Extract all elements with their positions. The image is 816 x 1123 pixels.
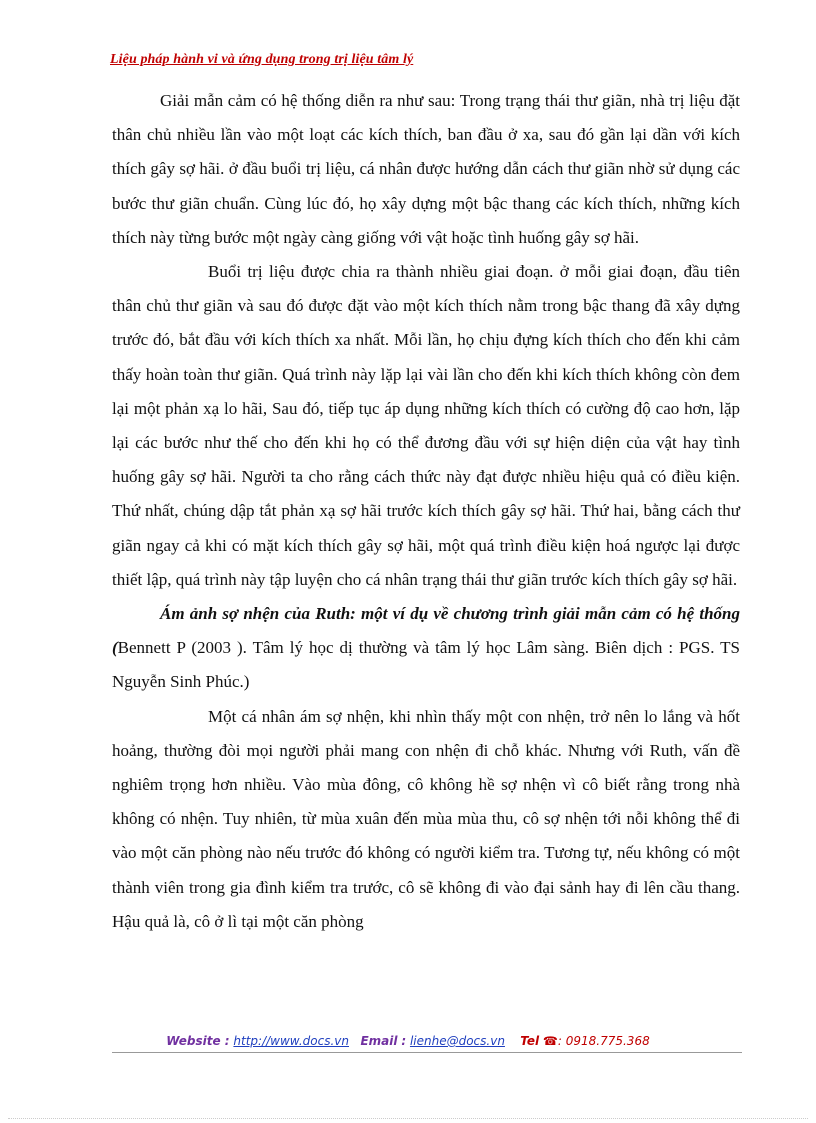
paragraph-ruth-example: [112, 597, 740, 700]
page-edge-divider: [8, 1118, 808, 1119]
page-header-title: Liệu pháp hành vi và ứng dụng trong trị liệu tâm lý: [110, 52, 414, 67]
document-body: [112, 84, 740, 939]
email-link[interactable]: lienhe@docs.vn: [409, 1034, 505, 1048]
website-label: Website :: [166, 1034, 230, 1048]
phone-number: : 0918.775.368: [557, 1034, 650, 1048]
paragraph-desensitization: Giải mẫn cảm có hệ thống diễn ra như sau: Trong trạng thái thư giãn, nhà trị liệu đặt thân chủ nhiều lần vào một loạt các kích thích, ban đầu ở xa, sau đó gần lại dần với kích thích gây sợ hãi. ở đầu buổi trị liệu, cá nhân được hướng dẫn cách thư giãn nhờ sử dụng các bước thư giãn chuẩn. Cùng lúc đó, họ xây dựng một bậc thang các kích thích, những kích thích này từng bước một ngày càng giống với vật hoặc tình huống gây sợ hãi.: [112, 91, 740, 247]
tel-label: Tel: [520, 1034, 540, 1048]
email-label: Email: [360, 1034, 398, 1048]
footer-divider: [112, 1052, 742, 1053]
email-separator: :: [401, 1034, 407, 1048]
phone-icon: ☎: [542, 1034, 558, 1048]
ruth-example-title: Ám ảnh sợ nhện của Ruth: một ví dụ về chương trình giải mẫn cảm có hệ thống (: [112, 604, 740, 658]
page-footer: [0, 1034, 816, 1048]
paragraph-ruth-case: Một cá nhân ám sợ nhện, khi nhìn thấy một con nhện, trở nên lo lắng và hốt hoảng, thường đòi mọi người phải mang con nhện đi chỗ khác. Nhưng với Ruth, vấn đề nghiêm trọng hơn nhiều. Vào mùa đông, cô không hề sợ nhện vì cô biết rằng trong nhà không có nhện. Tuy nhiên, từ mùa xuân đến mùa mùa thu, cô sợ nhện tới nỗi không thể đi vào một căn phòng nào nếu trước đó không có người kiểm tra. Tương tự, nếu không có một thành viên trong gia đình kiểm tra trước, cô sẽ không đi vào đại sảnh hay đi lên cầu thang. Hậu quả là, cô ở lì tại một căn phòng: [112, 706, 740, 931]
website-link[interactable]: http://www.docs.vn: [233, 1034, 349, 1048]
citation: Bennett P (2003 ). Tâm lý học dị thường và tâm lý học Lâm sàng. Biên dịch : PGS. TS Nguyễn Sinh Phúc.): [112, 638, 740, 692]
paragraph-therapy-sessions: Buổi trị liệu được chia ra thành nhiều giai đoạn. ở mỗi giai đoạn, đầu tiên thân chủ thư giãn và sau đó được đặt vào một kích thích nằm trong bậc thang đã xây dựng trước đó, bắt đầu với kích thích xa nhất. Mỗi lần, họ chịu đựng kích thích cho đến khi cảm thấy hoàn toàn thư giãn. Quá trình này lặp lại vài lần cho đến khi kích thích không còn đem lại một phản xạ lo hãi, Sau đó, tiếp tục áp dụng những kích thích có cường độ cao hơn, lặp lại các bước như thế cho đến khi họ có thể đương đầu với sự hiện diện của vật hay tình huống gây sợ hãi. Người ta cho rằng cách thức này đạt được nhiều hiệu quả có điều kiện. Thứ nhất, chúng dập tắt phản xạ sợ hãi trước kích thích gây sợ hãi. Thứ hai, bằng cách thư giãn ngay cả khi có mặt kích thích gây sợ hãi, một quá trình điều kiện hoá ngược lại được thiết lập, quá trình này tập luyện cho cá nhân trạng thái thư giãn trước kích thích gây sợ hãi.: [112, 262, 740, 589]
